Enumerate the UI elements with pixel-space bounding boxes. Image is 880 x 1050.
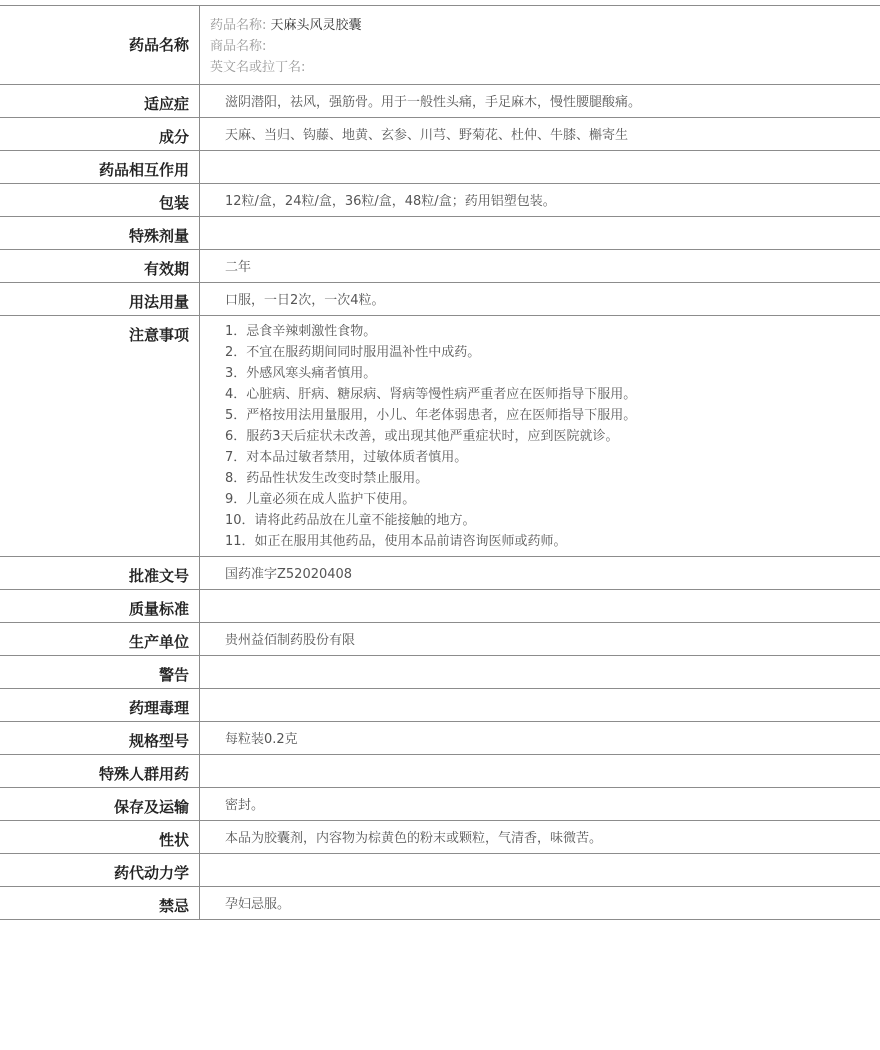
value-pharmacokinetics [200,854,880,886]
row-usage [0,283,880,316]
value-special-population [200,755,880,787]
label-warning: 警告 [0,656,200,688]
label-indications: 适应症 [0,85,200,117]
label-pharmacokinetics: 药代动力学 [0,854,200,886]
list-item: 7．对本品过敏者禁用，过敏体质者慎用。 [225,450,468,465]
value-indications: 滋阴潜阳，祛风，强筋骨。用于一般性头痛，手足麻木，慢性腰腿酸痛。 [225,95,642,110]
value-usage: 口服，一日2次，一次4粒。 [225,293,385,308]
trade-name-key: 商品名称: [210,39,267,54]
row-indications [0,85,880,118]
list-item: 8．药品性状发生改变时禁止服用。 [225,471,429,486]
value-spec: 每粒装0.2克 [225,732,298,747]
value-warning [200,656,880,688]
list-item: 10．请将此药品放在儿童不能接触的地方。 [225,513,476,528]
label-validity: 有效期 [0,250,200,282]
value-validity: 二年 [225,260,252,275]
label-ingredients: 成分 [0,118,200,150]
value-drug-name [200,6,880,84]
value-contraindications: 孕妇忌服。 [225,897,291,912]
latin-name-line [210,57,880,78]
value-toxicology [200,689,880,721]
label-spec: 规格型号 [0,722,200,754]
list-item: 6．服药3天后症状未改善，或出现其他严重症状时，应到医院就诊。 [225,429,619,444]
label-storage: 保存及运输 [0,788,200,820]
row-drug-name [0,5,880,85]
row-ingredients [0,118,880,151]
label-usage: 用法用量 [0,283,200,315]
value-ingredients: 天麻、当归、钩藤、地黄、玄参、川芎、野菊花、杜仲、牛膝、槲寄生 [225,128,629,143]
list-item: 2．不宜在服药期间同时服用温补性中成药。 [225,345,481,360]
label-contraindications: 禁忌 [0,887,200,919]
value-properties: 本品为胶囊剂，内容物为棕黄色的粉末或颗粒，气清香，味微苦。 [225,831,603,846]
value-storage: 密封。 [225,798,265,813]
row-interactions [0,151,880,184]
row-spec [0,722,880,755]
row-manufacturer [0,623,880,656]
row-properties [0,821,880,854]
row-contraindications [0,887,880,920]
label-properties: 性状 [0,821,200,853]
value-package: 12粒/盒，24粒/盒，36粒/盒，48粒/盒；药用铝塑包装。 [225,194,556,209]
list-item: 3．外感风寒头痛者慎用。 [225,366,377,381]
value-manufacturer: 贵州益佰制药股份有限 [225,633,356,648]
value-precautions [200,316,880,556]
value-approval: 国药准字Z52020408 [225,567,353,582]
label-precautions: 注意事项 [0,316,200,556]
label-package: 包装 [0,184,200,216]
value-special-dosage [200,217,880,249]
latin-name-key: 英文名或拉丁名: [210,60,306,75]
list-item: 5．严格按用法用量服用，小儿、年老体弱患者，应在医师指导下服用。 [225,408,637,423]
label-special-population: 特殊人群用药 [0,755,200,787]
row-pharmacokinetics [0,854,880,887]
value-quality [200,590,880,622]
label-quality: 质量标准 [0,590,200,622]
list-item: 9．儿童必须在成人监护下使用。 [225,492,416,507]
trade-name-line [210,36,880,57]
label-manufacturer: 生产单位 [0,623,200,655]
label-toxicology: 药理毒理 [0,689,200,721]
list-item: 4．心脏病、肝病、糖尿病、肾病等慢性病严重者应在医师指导下服用。 [225,387,637,402]
generic-name-key: 药品名称: [210,18,267,33]
drug-info-table [0,5,880,920]
row-storage [0,788,880,821]
row-package [0,184,880,217]
label-interactions: 药品相互作用 [0,151,200,183]
generic-name-value: 天麻头风灵胶囊 [270,18,362,33]
label-special-dosage: 特殊剂量 [0,217,200,249]
row-special-dosage [0,217,880,250]
list-item: 11．如正在服用其他药品，使用本品前请咨询医师或药师。 [225,534,567,549]
value-interactions [200,151,880,183]
label-approval: 批准文号 [0,557,200,589]
row-approval [0,557,880,590]
row-quality [0,590,880,623]
row-precautions [0,316,880,557]
list-item: 1．忌食辛辣刺激性食物。 [225,324,377,339]
label-drug-name: 药品名称 [0,6,200,84]
row-validity [0,250,880,283]
row-toxicology [0,689,880,722]
row-special-population [0,755,880,788]
generic-name-line [210,15,880,36]
row-warning [0,656,880,689]
